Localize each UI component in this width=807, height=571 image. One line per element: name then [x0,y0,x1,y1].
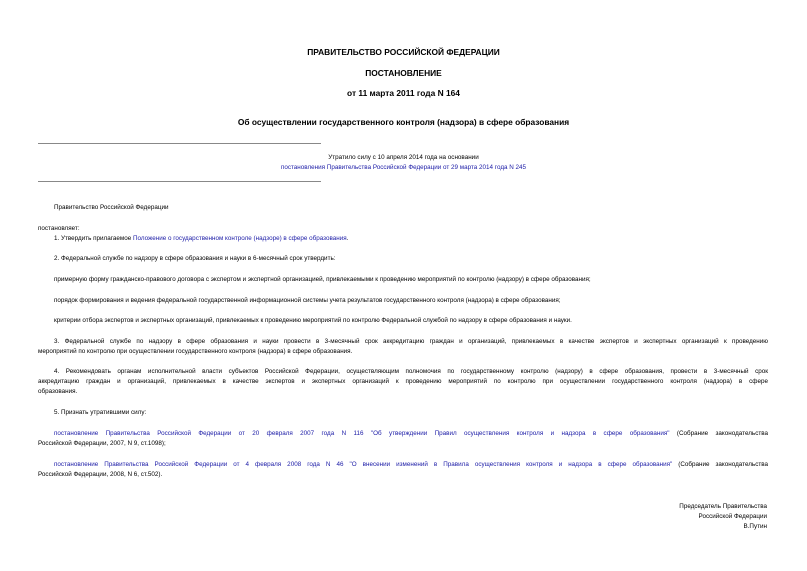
intro-text: Правительство Российской Федерации [54,204,169,211]
paragraph-3-line-1: 3. Федеральной службе по надзору в сфере образования и науки провести в 3-месячный срок аккредитацию граждан и организаций, привлекаемых в качестве экспертов и экспертных организаций к проведению [54,338,768,345]
regulation-link[interactable]: Положение о государственном контроле (надзоре) в сфере образования [132,235,347,242]
repealed-item-2-line-2: Российской Федерации, 2008, N 6, ст.502). [38,471,163,478]
paragraph-2: 2. Федеральной службе по надзору в сфере образования и науки в 6-месячный срок утвердить: [54,255,336,262]
repealed-item-2-source: (Собрание законодательства [672,461,768,468]
paragraph-2-item-a: примерную форму гражданско-правового договора с экспертом и экспертной организацией, привлекаемыми к проведению мероприятий по контролю (надзору) в сфере образования; [54,276,591,283]
repealed-link-1[interactable]: постановление Правительства Российской Федерации от 20 февраля 2007 года N 116 "Об утверждении Правил осуществления контроля и надзора в сфере образования" [54,430,670,437]
status-rule-bottom [38,181,321,182]
paragraph-2-item-c: критерии отбора экспертов и экспертных организаций, привлекаемых к проведению мероприятий по контролю Федеральной службой по надзору в сфере образования и науки. [54,317,572,324]
status-rule-top [38,143,321,144]
paragraph-2-item-b: порядок формирования и ведения федеральной государственной информационной системы учета результатов государственного контроля (надзора) в сфере образования; [54,297,561,304]
page-title: Об осуществлении государственного контроля (надзора) в сфере образования [237,117,570,127]
repealed-item-2 [54,462,768,468]
paragraph-1 [54,236,348,242]
signature-position-line-2: Российской Федерации [698,513,767,520]
paragraph-4-line-3: образования. [38,388,78,395]
signature-name: В.Путин [743,523,767,530]
paragraph-3-line-2: мероприятий по контролю при осуществлении государственного контроля (надзора) в сфере образования. [38,348,353,355]
date-number-heading: от 11 марта 2011 года N 164 [347,88,460,98]
repealed-item-1-line-2: Российской Федерации, 2007, N 9, ст.1098); [38,440,166,447]
repealed-item-1 [54,431,768,437]
signature-position-line-1: Председатель Правительства [679,503,767,510]
repealed-item-1-source: (Собрание законодательства [669,430,768,437]
document-type-heading: ПОСТАНОВЛЕНИЕ [365,68,442,78]
resolves-text: постановляет: [38,225,80,232]
government-heading: ПРАВИТЕЛЬСТВО РОССИЙСКОЙ ФЕДЕРАЦИИ [307,47,500,57]
paragraph-5: 5. Признать утратившими силу: [54,409,147,416]
paragraph-4-line-1: 4. Рекомендовать органам исполнительной власти субъектов Российской Федерации, осуществляющим полномочия по государственному контролю (надзору) в сфере образования, провести в 3-месячный срок [54,368,768,375]
paragraph-4-line-2: аккредитацию граждан и организаций, привлекаемых в качестве экспертов и экспертных организаций к проведению мероприятий по контролю при осуществлении государственного контроля (надзора) в сфере [38,378,768,385]
repealed-link-2[interactable]: постановление Правительства Российской Федерации от 4 февраля 2008 года N 46 "О внесении изменений в Правила осуществления контроля и надзора в сфере образования" [54,461,673,468]
status-note-text: Утратило силу с 10 апреля 2014 года на основании [328,154,479,161]
paragraph-1-text: 1. Утвердить прилагаемое [54,235,133,242]
status-note-link[interactable]: постановления Правительства Российской Федерации от 29 марта 2014 года N 245 [280,164,527,171]
paragraph-1-end: . [346,235,349,242]
